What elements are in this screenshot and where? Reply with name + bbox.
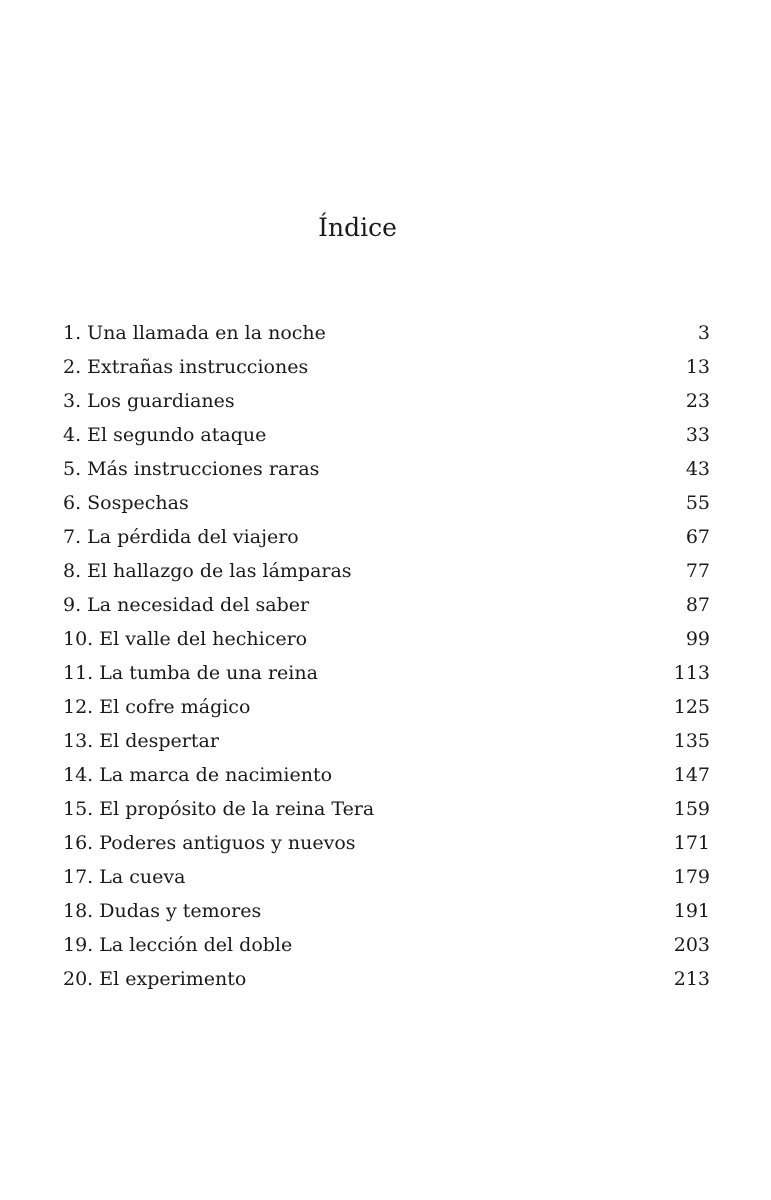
- toc-entry-page: 67: [685, 526, 710, 548]
- toc-entry: [63, 928, 710, 962]
- toc-entry: [63, 520, 710, 554]
- toc-entry: [63, 826, 710, 860]
- toc-entry-page: 13: [685, 356, 710, 378]
- toc-entry-page: 159: [673, 798, 710, 820]
- toc-entry: [63, 316, 710, 350]
- toc-entry-title: 19. La lección del doble: [63, 934, 293, 956]
- toc-entry-page: 179: [673, 866, 710, 888]
- toc-entry: [63, 384, 710, 418]
- toc-entry-title: 15. El propósito de la reina Tera: [63, 798, 375, 820]
- toc-entry-page: 23: [685, 390, 710, 412]
- toc-entry-page: 33: [685, 424, 710, 446]
- toc-entry: [63, 418, 710, 452]
- toc-entry-title: 9. La necesidad del saber: [63, 594, 310, 616]
- toc-entry: [63, 622, 710, 656]
- toc-entry-title: 2. Extrañas instrucciones: [63, 356, 309, 378]
- toc-entry-page: 77: [685, 560, 710, 582]
- toc-entry: [63, 894, 710, 928]
- toc-entry-page: 3: [697, 322, 710, 344]
- toc-entry: [63, 656, 710, 690]
- toc-entry-title: 1. Una llamada en la noche: [63, 322, 326, 344]
- toc-entry-title: 11. La tumba de una reina: [63, 662, 318, 684]
- toc-entry-page: 203: [673, 934, 710, 956]
- toc-entry-title: 3. Los guardianes: [63, 390, 235, 412]
- toc-entry: [63, 962, 710, 996]
- toc-entry-page: 113: [673, 662, 710, 684]
- toc-entry-page: 147: [673, 764, 710, 786]
- toc-entry-page: 213: [673, 968, 710, 990]
- toc-entry: [63, 452, 710, 486]
- toc-entry-page: 43: [685, 458, 710, 480]
- page-title: Índice: [318, 213, 397, 242]
- toc-entry-page: 171: [673, 832, 710, 854]
- toc-entry: [63, 588, 710, 622]
- table-of-contents: [63, 316, 710, 996]
- toc-entry-title: 4. El segundo ataque: [63, 424, 267, 446]
- toc-entry: [63, 724, 710, 758]
- toc-entry: [63, 486, 710, 520]
- toc-entry-page: 55: [685, 492, 710, 514]
- toc-entry-page: 191: [673, 900, 710, 922]
- toc-entry-page: 87: [685, 594, 710, 616]
- toc-entry-page: 125: [673, 696, 710, 718]
- toc-entry-title: 10. El valle del hechicero: [63, 628, 308, 650]
- toc-entry: [63, 758, 710, 792]
- toc-entry: [63, 792, 710, 826]
- toc-entry: [63, 690, 710, 724]
- toc-entry-title: 14. La marca de nacimiento: [63, 764, 333, 786]
- toc-entry: [63, 350, 710, 384]
- toc-entry-page: 135: [673, 730, 710, 752]
- toc-entry-title: 8. El hallazgo de las lámparas: [63, 560, 352, 582]
- toc-entry: [63, 860, 710, 894]
- toc-entry-title: 20. El experimento: [63, 968, 247, 990]
- toc-entry-title: 18. Dudas y temores: [63, 900, 262, 922]
- toc-entry-page: 99: [685, 628, 710, 650]
- toc-entry-title: 5. Más instrucciones raras: [63, 458, 320, 480]
- toc-entry-title: 12. El cofre mágico: [63, 696, 251, 718]
- toc-entry-title: 7. La pérdida del viajero: [63, 526, 299, 548]
- toc-entry-title: 16. Poderes antiguos y nuevos: [63, 832, 356, 854]
- toc-entry: [63, 554, 710, 588]
- toc-entry-title: 13. El despertar: [63, 730, 219, 752]
- toc-entry-title: 17. La cueva: [63, 866, 186, 888]
- toc-entry-title: 6. Sospechas: [63, 492, 189, 514]
